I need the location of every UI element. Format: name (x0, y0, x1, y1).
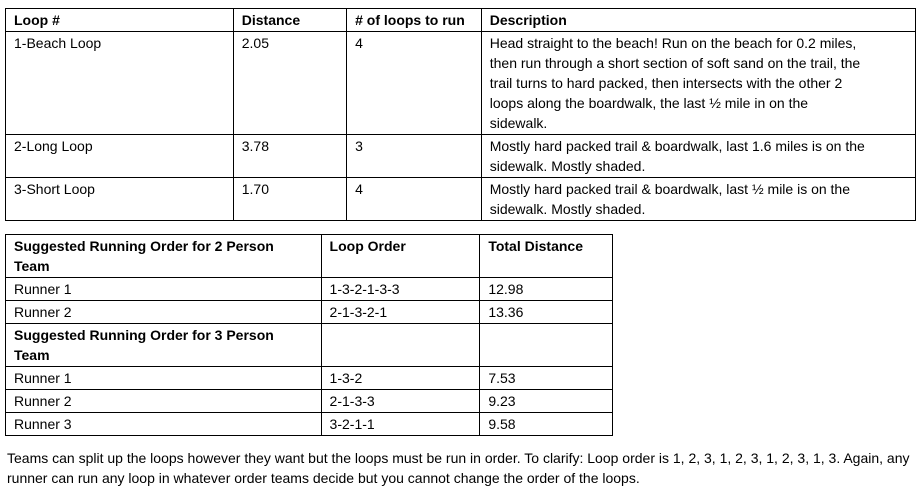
runner-total: 9.23 (480, 390, 613, 413)
three-person-header-row (6, 324, 613, 367)
runner-name: Runner 2 (6, 390, 322, 413)
table-row (6, 301, 613, 324)
table-row (6, 278, 613, 301)
loop-count: 4 (347, 32, 482, 135)
loop-distance: 3.78 (233, 135, 346, 178)
runner-name: Runner 1 (6, 367, 322, 390)
header-loop-count: # of loops to run (347, 9, 482, 32)
runner-loop-order: 2-1-3-2-1 (321, 301, 480, 324)
header-loop-order: Loop Order (321, 235, 480, 278)
runner-total: 13.36 (480, 301, 613, 324)
loop-name: 1-Beach Loop (6, 32, 234, 135)
header-distance: Distance (233, 9, 346, 32)
runner-name: Runner 3 (6, 413, 322, 436)
runner-total: 12.98 (480, 278, 613, 301)
loop-count: 3 (347, 135, 482, 178)
loop-description: Mostly hard packed trail & boardwalk, last ½ mile is on the sidewalk. Mostly shaded. (481, 178, 915, 221)
header-total-distance: Total Distance (480, 235, 613, 278)
loop-count: 4 (347, 178, 482, 221)
runner-loop-order: 2-1-3-3 (321, 390, 480, 413)
table-row (6, 367, 613, 390)
table-row (6, 390, 613, 413)
header-description: Description (481, 9, 915, 32)
table-row (6, 135, 916, 178)
loop-name: 2-Long Loop (6, 135, 234, 178)
runner-total: 7.53 (480, 367, 613, 390)
loop-distance: 1.70 (233, 178, 346, 221)
loop-description: Mostly hard packed trail & boardwalk, last 1.6 miles is on the sidewalk. Mostly shaded. (481, 135, 915, 178)
loops-header-row (6, 9, 916, 32)
loop-description: Head straight to the beach! Run on the beach for 0.2 miles, then run through a short section of soft sand on the trail, the trail turns to hard packed, then intersects with the other 2 loops along the boardwalk, the last ½ mile in on the sidewalk. (481, 32, 915, 135)
table-row (6, 413, 613, 436)
runner-loop-order: 3-2-1-1 (321, 413, 480, 436)
runner-loop-order: 1-3-2-1-3-3 (321, 278, 480, 301)
runner-name: Runner 1 (6, 278, 322, 301)
loop-name: 3-Short Loop (6, 178, 234, 221)
two-person-title: Suggested Running Order for 2 Person Team (6, 235, 322, 278)
runner-loop-order: 1-3-2 (321, 367, 480, 390)
three-person-title: Suggested Running Order for 3 Person Team (6, 324, 322, 367)
footnote-text: Teams can split up the loops however they want but the loops must be run in order. To clarify: Loop order is 1, 2, 3, 1, 2, 3, 1, 2, 3, 1, 3. Again, any runner can run any loop in whatever order teams decide but you cannot change the order of the loops. (7, 450, 910, 486)
table-row (6, 178, 916, 221)
runner-name: Runner 2 (6, 301, 322, 324)
loops-table (5, 8, 916, 221)
runner-total: 9.58 (480, 413, 613, 436)
order-header-row (6, 235, 613, 278)
header-loop: Loop # (6, 9, 234, 32)
running-order-table (5, 234, 613, 436)
loop-distance: 2.05 (233, 32, 346, 135)
table-row (6, 32, 916, 135)
empty-cell (321, 324, 480, 367)
empty-cell (480, 324, 613, 367)
